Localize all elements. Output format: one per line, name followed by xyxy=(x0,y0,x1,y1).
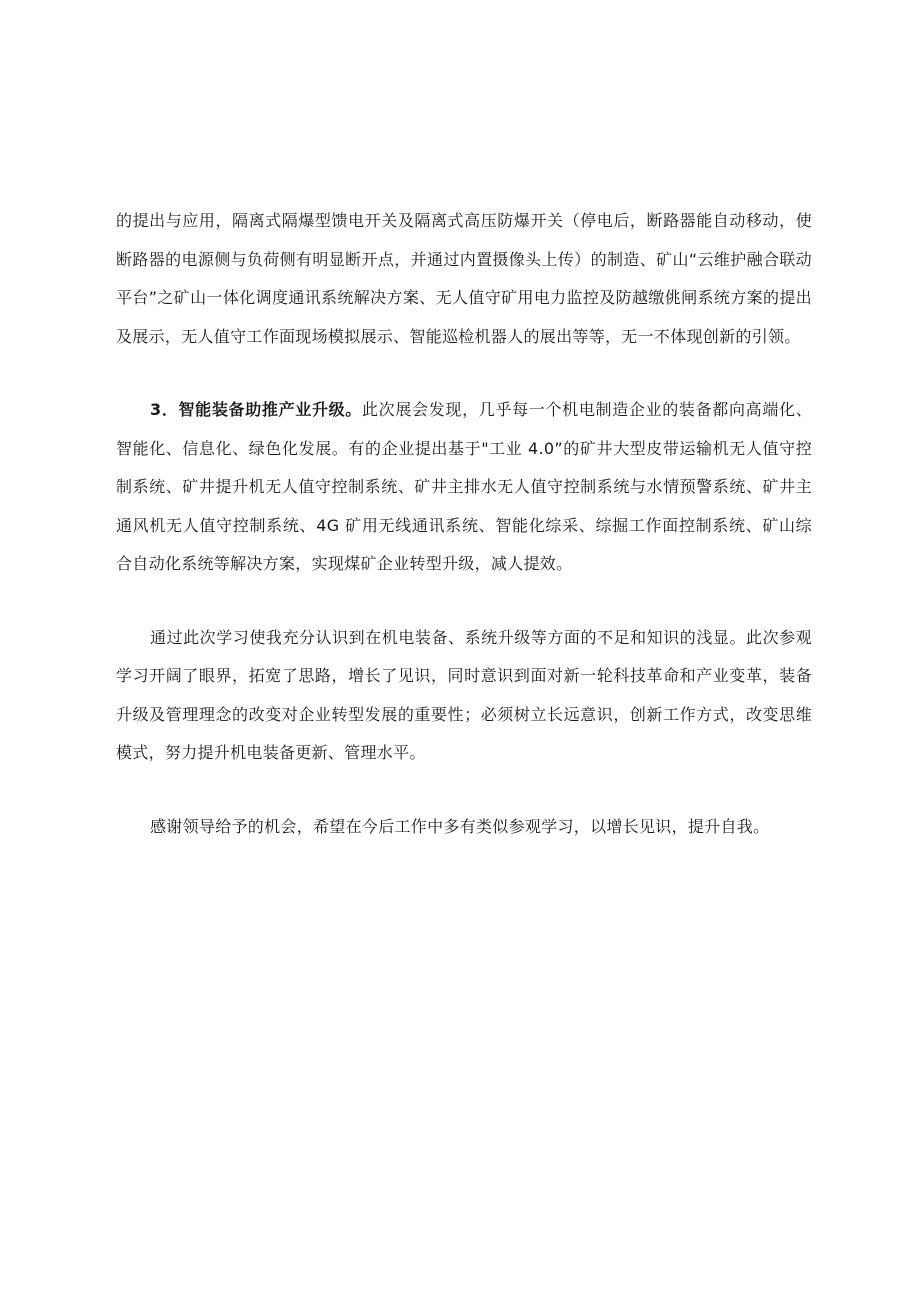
paragraph-body: 此次展会发现，几乎每一个机电制造企业的装备都向高端化、智能化、信息化、绿色化发展。有的企业提出基于"工业 4.0”的矿井大型皮带运输机无人值守控制系统、矿井提升机无人值守控制系统、矿井主排水无人值守控制系统与水情预警系统、矿井主通风机无人值守控制系统、4G 矿用无线通讯系统、智能化综采、综掘工作面控制系统、矿山综合自动化系统等解决方案，实现煤矿企业转型升级，减人提效。 xyxy=(116,400,812,573)
paragraph-spacer xyxy=(116,773,812,808)
paragraph-learning-summary: 通过此次学习使我充分认识到在机电装备、系统升级等方面的不足和知识的浅显。此次参观学习开阔了眼界，拓宽了思路，增长了见识，同时意识到面对新一轮科技革命和产业变革，装备升级及管理理念的改变对企业转型发展的重要性；必须树立长远意识，创新工作方式，改变思维模式，努力提升机电装备更新、管理水平。 xyxy=(116,627,812,762)
paragraph-innovation-continued: 的提出与应用，隔离式隔爆型馈电开关及隔离式高压防爆开关（停电后，断路器能自动移动，使断路器的电源侧与负荷侧有明显断开点，并通过内置摄像头上传）的制造、矿山“云维护融合联动平台”之矿山一体化调度通讯系统解决方案、无人值守矿用电力监控及防越缴佻闸系统方案的提出及展示，无人值守工作面现场模拟展示、智能巡检机器人的展出等等，无一不体现创新的引领。 xyxy=(116,211,812,346)
paragraph-spacer xyxy=(116,584,812,619)
paragraph-smart-equipment xyxy=(116,391,812,584)
document-body xyxy=(116,202,812,846)
paragraph-number: 3 xyxy=(150,400,162,419)
paragraph-acknowledgement: 感谢领导给予的机会，希望在今后工作中多有类似参观学习，以增长见识，提升自我。 xyxy=(150,816,770,836)
paragraph-spacer xyxy=(116,356,812,391)
paragraph-heading: ．智能装备助推产业升级。 xyxy=(161,400,362,419)
